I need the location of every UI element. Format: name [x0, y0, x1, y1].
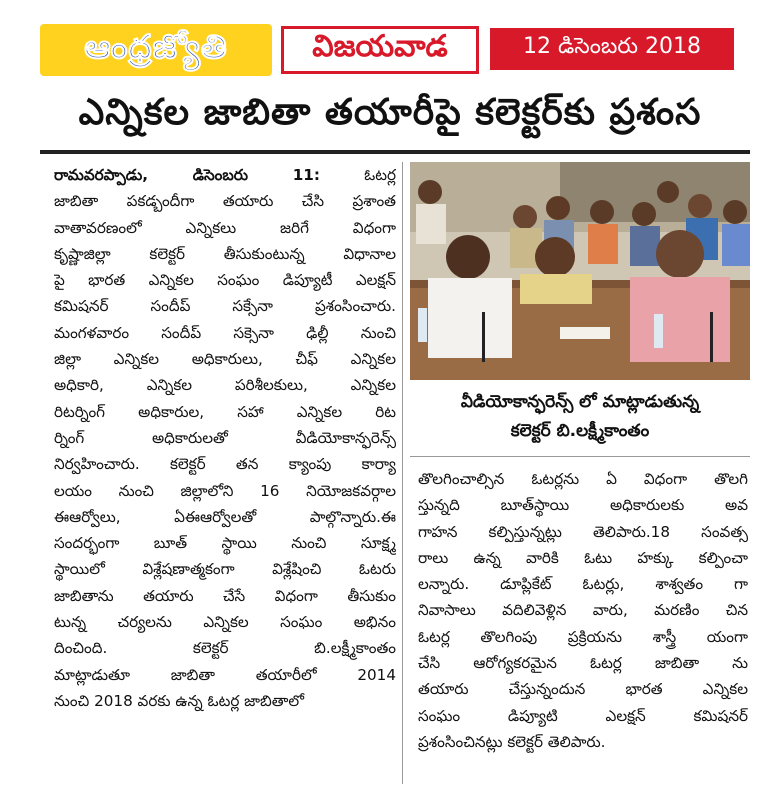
article-line: మంగళవారం సందీప్ సక్సెనా ఢిల్లీ నుంచి: [54, 323, 396, 342]
article-column-left: [54, 162, 396, 714]
photo-caption: [410, 388, 750, 446]
article-line: [54, 162, 396, 188]
article-line: సందర్భంగా బూత్ స్థాయి నుంచి సూక్ష్మ: [54, 534, 396, 553]
article-line: వాతావరణంలో ఎన్నికలు జరిగే విధంగా: [54, 218, 396, 237]
article-line: జిల్లా ఎన్నికల అధికారులు, చీఫ్ ఎన్నికల: [54, 350, 396, 369]
caption-line: కలెక్టర్ బి.లక్ష్మీకాంతం: [510, 421, 650, 441]
article-line: మాట్లాడుతూ జాబితా తయారీలో 2014: [54, 665, 396, 684]
newspaper-logo: ఆంధ్రజ్యోతి: [40, 24, 272, 76]
article-line: ఓటర్ల తొలగింపు ప్రక్రియను శాస్త్రీ యంగా: [418, 627, 748, 646]
meeting-photo: [410, 162, 750, 380]
article-line: స్తున్నది బూత్‌స్థాయి అధికారులకు అవ: [418, 496, 748, 515]
article-line: గాహన కల్పిస్తున్నట్లు తెలిపారు.18 సంవత్స: [418, 522, 748, 541]
article-line: నుంచి 2018 వరకు ఉన్న ఓటర్ల జాబితాలో: [54, 691, 304, 710]
masthead: [0, 0, 775, 88]
article-line: లన్నారు. డూప్లికేట్ ఓటర్లు, శాశ్వతం గా: [418, 575, 748, 594]
article-line: రాలు ఉన్న వారికి ఓటు హక్కు కల్పించా: [418, 548, 748, 567]
article-line: తయారు చేస్తున్నందున భారత ఎన్నికల: [418, 680, 748, 699]
article-line: నిర్వహించారు. కలెక్టర్ తన క్యాంపు కార్యా: [54, 455, 396, 474]
article-line: పై భారత ఎన్నికల సంఘం డిప్యూటీ ఎలక్షన్: [54, 271, 396, 290]
edition-date: 12 డిసెంబరు 2018: [490, 28, 734, 70]
article-line: టున్న చర్యలను ఎన్నికల సంఘం అభినం: [54, 613, 396, 632]
article-line: నివాసాలు వదిలివెళ్లిన వారు, మరణిం చిన: [418, 601, 748, 620]
article-line: జాబితా పకడ్బందీగా తయారు చేసి ప్రశాంత: [54, 192, 396, 211]
edition-label: విజయవాడ: [281, 26, 479, 74]
headline-rule: [40, 150, 750, 154]
article-line: అధికారి, ఎన్నికల పరిశీలకులు, ఎన్నికల: [54, 376, 396, 395]
article-line: కమిషనర్ సందీప్ సక్సేనా ప్రశంసించారు.: [54, 297, 396, 316]
article-headline: ఎన్నికల జాబితా తయారీపై కలెక్టర్‌కు ప్రశంస: [78, 92, 702, 133]
article-line: స్థాయిలో విశ్లేషణాత్మకంగా విశ్లేషించి ఓటరు: [54, 560, 396, 579]
article-line: ఈఆర్వోలు, ఏఈఆర్వోలతో పాల్గొన్నారు.ఈ: [54, 507, 396, 526]
caption-rule: [410, 456, 750, 457]
article-line: రిటర్నింగ్ అధికారుల, సహా ఎన్నికల రిట: [54, 402, 396, 421]
article-line: కృష్ణాజిల్లా కలెక్టర్ తీసుకుంటున్న విధానాల: [54, 244, 396, 263]
column-divider: [402, 162, 403, 784]
article-column-right: [418, 466, 748, 755]
article-line: ర్నింగ్ అధికారులతో వీడియోకాన్ఫరెన్స్: [54, 428, 396, 447]
dateline: రామవరప్పాడు, డిసెంబరు 11:: [54, 166, 320, 184]
article-line: లయం నుంచి జిల్లాలోని 16 నియోజకవర్గాల: [54, 481, 396, 500]
caption-line: వీడియోకాన్ఫరెన్స్ లో మాట్లాడుతున్న: [460, 392, 700, 412]
article-line: సంఘం డిప్యూటి ఎలక్షన్ కమిషనర్: [418, 706, 748, 725]
article-line-text: ఓటర్ల: [319, 166, 396, 184]
article-line: ప్రశంసించినట్లు కలెక్టర్ తెలిపారు.: [418, 732, 606, 751]
article-line: దించింది. కలెక్టర్ బి.లక్ష్మీకాంతం: [54, 639, 396, 658]
meeting-photo-icon: [410, 162, 750, 380]
article-line: చేసి ఆరోగ్యకరమైన ఓటర్ల జాబితా ను: [418, 654, 748, 673]
article-line: తొలగించాల్సిన ఓటర్లను ఏ విధంగా తొలగి: [418, 470, 748, 488]
article-line: జాబితాను తయారు చేసే విధంగా తీసుకుం: [54, 586, 396, 605]
